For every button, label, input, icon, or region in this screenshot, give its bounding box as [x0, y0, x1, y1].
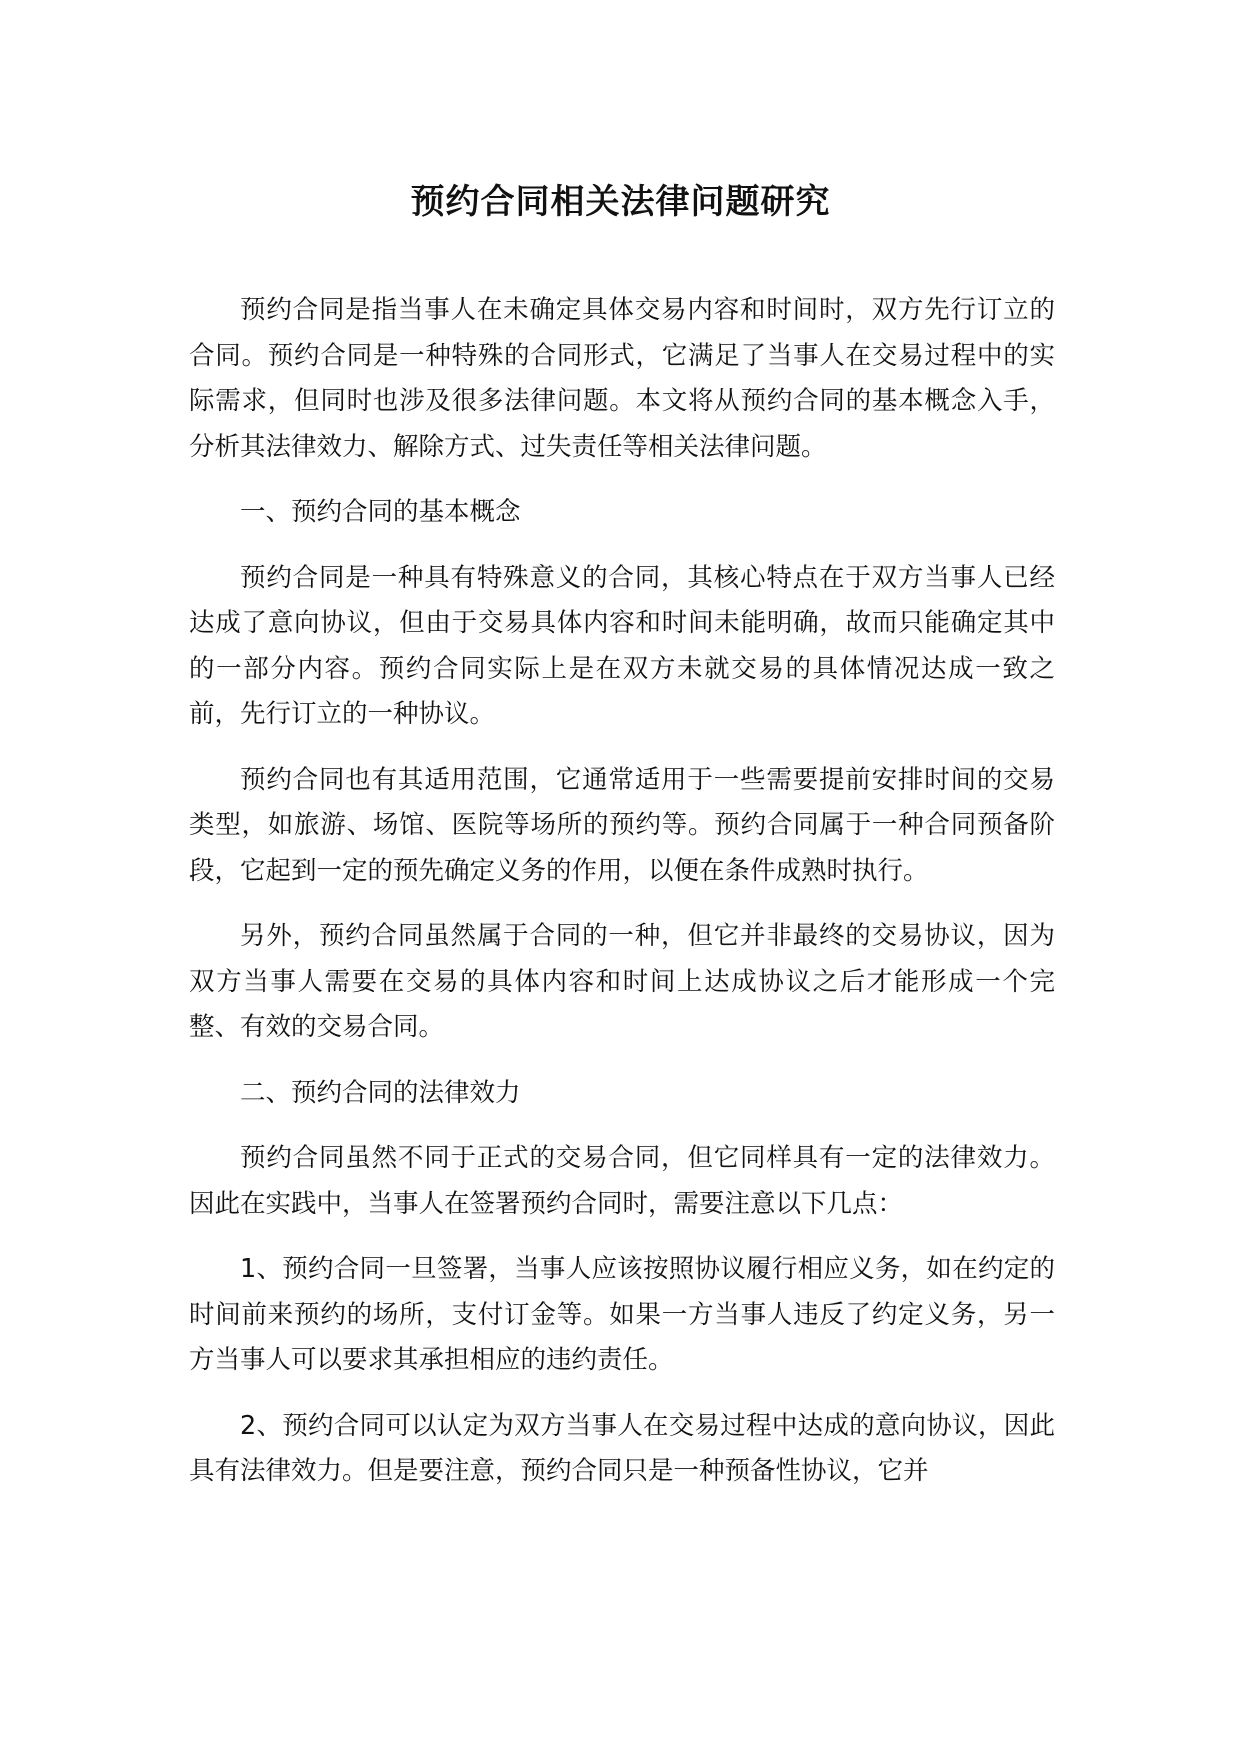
- paragraph: 预约合同虽然不同于正式的交易合同，但它同样具有一定的法律效力。因此在实践中，当事人在签署预约合同时，需要注意以下几点：: [189, 1143, 1055, 1219]
- document-body: [189, 288, 1055, 1515]
- paragraph: 预约合同也有其适用范围，它通常适用于一些需要提前安排时间的交易类型，如旅游、场馆、医院等场所的预约等。预约合同属于一种合同预备阶段，它起到一定的预先确定义务的作用，以便在条件成熟时执行。: [189, 764, 1055, 886]
- document-title: 预约合同相关法律问题研究: [410, 182, 831, 222]
- section-heading-2: 二、预约合同的法律效力: [240, 1077, 521, 1108]
- section-heading-1: 一、预约合同的基本概念: [240, 497, 521, 527]
- paragraph: 另外，预约合同虽然属于合同的一种，但它并非最终的交易协议，因为双方当事人需要在交易的具体内容和时间上达成协议之后才能形成一个完整、有效的交易合同。: [189, 921, 1055, 1042]
- paragraph: 预约合同是一种具有特殊意义的合同，其核心特点在于双方当事人已经达成了意向协议，但由于交易具体内容和时间未能明确，故而只能确定其中的一部分内容。预约合同实际上是在双方未就交易的具体情况达成一致之前，先行订立的一种协议。: [189, 562, 1055, 729]
- list-item-paragraph: 2、预约合同可以认定为双方当事人在交易过程中达成的意向协议，因此具有法律效力。但是要注意，预约合同只是一种预备性协议，它并: [189, 1410, 1055, 1486]
- intro-paragraph: 预约合同是指当事人在未确定具体交易内容和时间时，双方先行订立的合同。预约合同是一种特殊的合同形式，它满足了当事人在交易过程中的实际需求，但同时也涉及很多法律问题。本文将从预约合同的基本概念入手，分析其法律效力、解除方式、过失责任等相关法律问题。: [189, 295, 1055, 462]
- list-item-paragraph: 1、预约合同一旦签署，当事人应该按照协议履行相应义务，如在约定的时间前来预约的场所，支付订金等。如果一方当事人违反了约定义务，另一方当事人可以要求其承担相应的违约责任。: [189, 1254, 1055, 1375]
